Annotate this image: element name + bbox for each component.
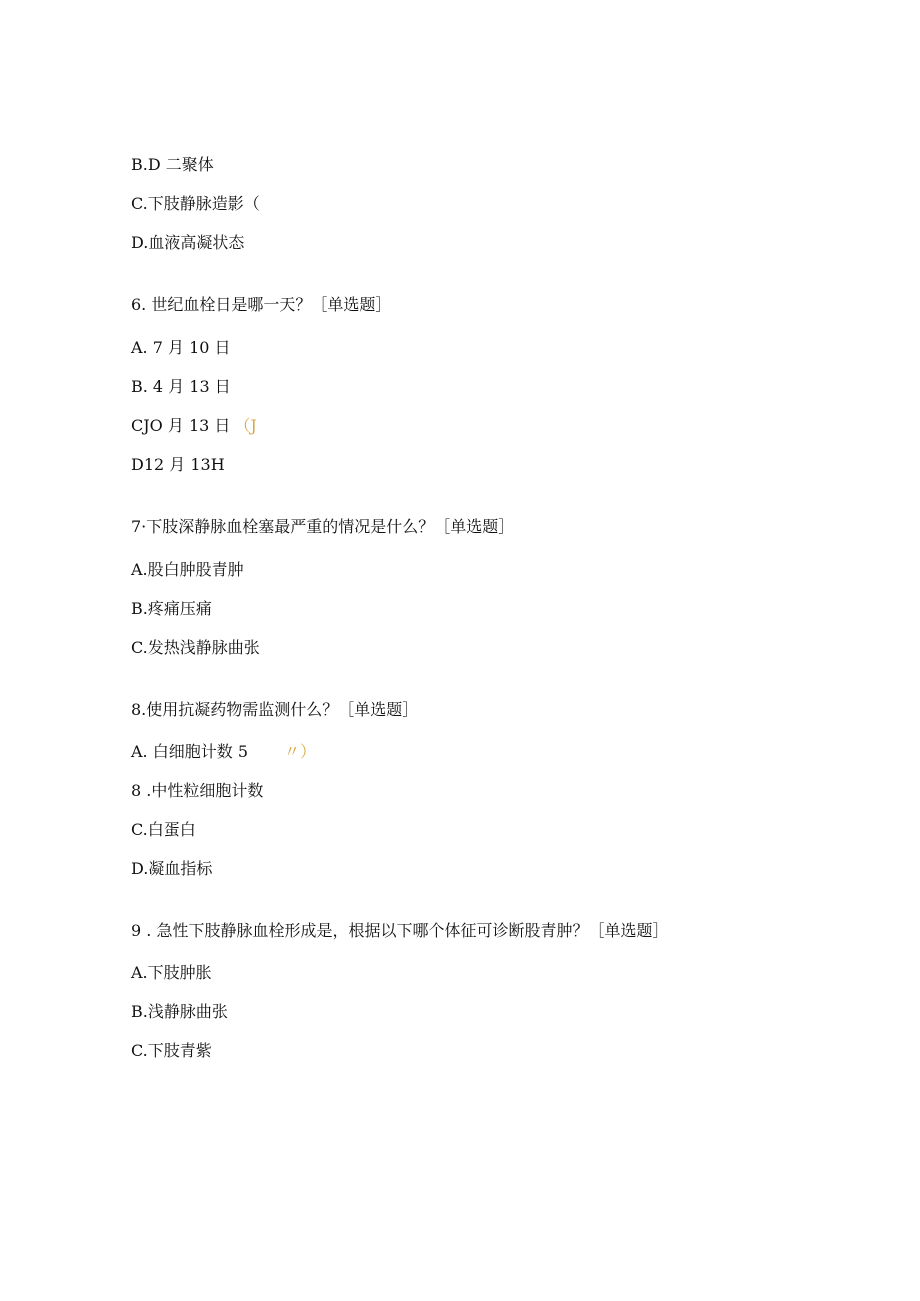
option-8d: D.凝血指标	[131, 859, 213, 878]
question-7: 7·下肢深静脉血栓塞最严重的情况是什么？［单选题］	[131, 517, 515, 536]
option-7a: A.股白肿股青肿	[131, 560, 244, 579]
option-6c: CJO 月 13 日 （J	[131, 416, 257, 435]
answer-mark: 〃）	[284, 742, 317, 761]
question-6: 6. 世纪血栓日是哪一天？［单选题］	[131, 295, 392, 314]
option-7c: C.发热浅静脉曲张	[131, 638, 260, 657]
option-7b: B.疼痛压痛	[131, 599, 212, 618]
option-6a: A. 7 月 10 日	[131, 338, 231, 357]
option-9a: A.下肢肿胀	[131, 963, 212, 982]
option-9c: C.下肢青紫	[131, 1041, 212, 1060]
option-5d: D.血液高凝状态	[131, 233, 245, 252]
option-6d: D12 月 13H	[131, 455, 225, 474]
option-8c: C.白蛋白	[131, 820, 196, 839]
question-8: 8.使用抗凝药物需监测什么？［单选题］	[131, 700, 419, 719]
option-8b: 8 .中性粒细胞计数	[131, 781, 264, 800]
question-9: 9 . 急性下肢静脉血栓形成是，根据以下哪个体征可诊断股青肿？［单选题］	[131, 921, 669, 940]
option-6b: B. 4 月 13 日	[131, 377, 231, 396]
option-8a: A. 白细胞计数 5 〃）	[131, 742, 317, 761]
option-5c: C.下肢静脉造影（	[131, 194, 260, 213]
option-9b: B.浅静脉曲张	[131, 1002, 228, 1021]
answer-mark: （J	[234, 416, 257, 435]
option-5b: B.D 二聚体	[131, 155, 214, 174]
